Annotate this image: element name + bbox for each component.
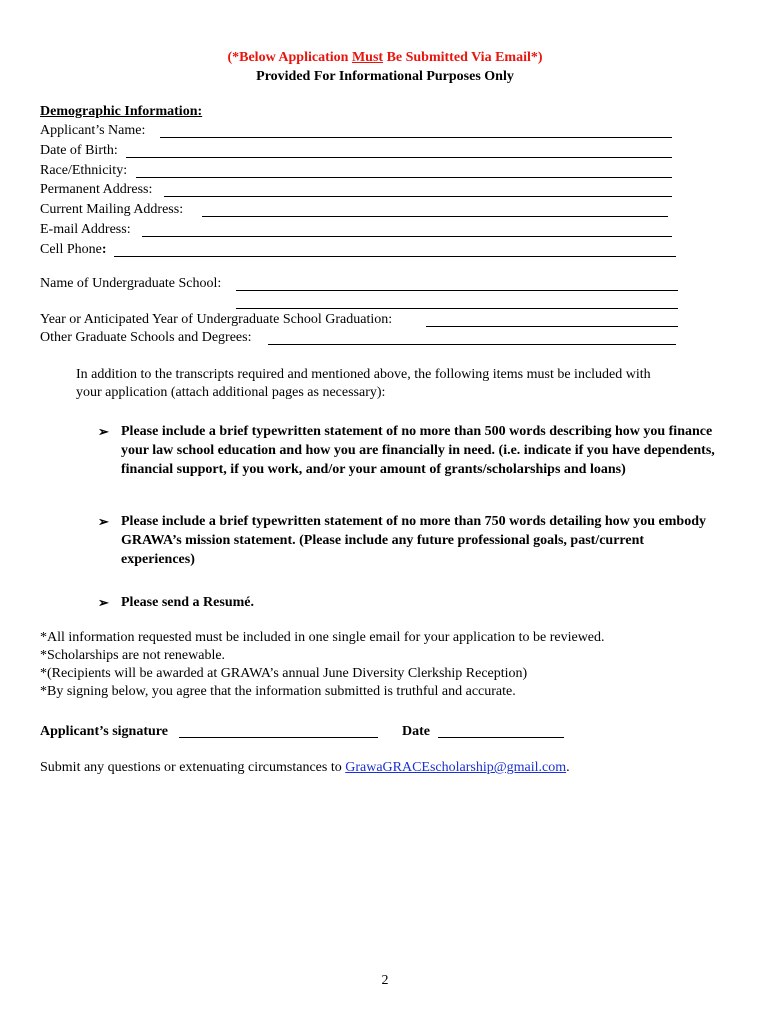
- contact-email-link[interactable]: GrawaGRACEscholarship@gmail.com: [345, 760, 567, 775]
- note-line: *All information requested must be included in one single email for your application to be reviewed.: [40, 630, 605, 645]
- arrow-bullet-icon: ➢: [98, 424, 109, 439]
- requirement-text: Please include a brief typewritten statement of no more than 750 words detailing how you embody GRAWA’s mission statement. (Please include any future professional goals, past/current experiences): [121, 514, 706, 567]
- name-field[interactable]: [40, 123, 672, 141]
- date-line[interactable]: [438, 737, 564, 738]
- signature-line[interactable]: [179, 737, 378, 738]
- note-line: *By signing below, you agree that the information submitted is truthful and accurate.: [40, 684, 516, 699]
- note-line: *Scholarships are not renewable.: [40, 648, 226, 663]
- instructions-intro-line-2: your application (attach additional pages as necessary):: [76, 385, 386, 400]
- grad-year-field[interactable]: [40, 312, 672, 330]
- mailing-address-line[interactable]: [202, 216, 668, 217]
- notice-post: Be Submitted Via Email*): [383, 50, 543, 65]
- requirement-item: [98, 512, 718, 569]
- undergrad-school-line[interactable]: [236, 290, 678, 291]
- arrow-bullet-icon: ➢: [98, 514, 109, 529]
- informational-subtitle: Provided For Informational Purposes Only: [256, 69, 514, 84]
- dob-field[interactable]: [40, 143, 672, 161]
- grad-year-label: Year or Anticipated Year of Undergraduate School Graduation:: [40, 312, 393, 327]
- mailing-address-field[interactable]: [40, 202, 672, 220]
- page-number: 2: [381, 973, 389, 988]
- undergrad-school-line-2[interactable]: [236, 308, 678, 309]
- cell-phone-label: Cell Phone: [40, 242, 102, 257]
- email-field[interactable]: [40, 222, 672, 240]
- other-schools-line[interactable]: [268, 344, 676, 345]
- undergrad-school-label: Name of Undergraduate School:: [40, 276, 222, 291]
- requirement-item: [98, 593, 718, 612]
- cell-phone-colon: :: [101, 242, 107, 257]
- contact-text: Submit any questions or extenuating circumstances to: [40, 760, 346, 775]
- name-line[interactable]: [160, 137, 672, 138]
- requirement-text: Please include a brief typewritten statement of no more than 500 words describing how you finance your law school education and how you are financially in need. (i.e. indicate if you have dependents, financial support, if you work, and/or your amount of grants/scholarships and loans): [121, 424, 715, 477]
- email-line[interactable]: [142, 236, 672, 237]
- other-schools-field[interactable]: [40, 330, 672, 348]
- cell-phone-label-wrap: [40, 242, 107, 258]
- cell-phone-line[interactable]: [114, 256, 676, 257]
- dob-line[interactable]: [126, 157, 672, 158]
- permanent-address-field[interactable]: [40, 182, 672, 200]
- permanent-address-line[interactable]: [164, 196, 672, 197]
- note-line: *(Recipients will be awarded at GRAWA’s annual June Diversity Clerkship Reception): [40, 666, 528, 681]
- race-line[interactable]: [136, 177, 672, 178]
- requirement-item: [98, 422, 718, 479]
- notice-must: Must: [351, 50, 384, 65]
- contact-trailing: .: [566, 760, 570, 775]
- other-schools-label: Other Graduate Schools and Degrees:: [40, 330, 252, 345]
- demographic-heading: Demographic Information:: [40, 104, 203, 119]
- name-label: Applicant’s Name:: [40, 123, 146, 138]
- contact-line: [40, 760, 570, 776]
- requirement-text: Please send a Resumé.: [121, 595, 254, 610]
- date-label: Date: [402, 724, 430, 739]
- dob-label: Date of Birth:: [40, 143, 118, 158]
- race-field[interactable]: [40, 163, 672, 181]
- cell-phone-field[interactable]: [40, 242, 672, 260]
- submission-notice: [0, 50, 770, 66]
- email-label: E-mail Address:: [40, 222, 131, 237]
- permanent-address-label: Permanent Address:: [40, 182, 153, 197]
- signature-label: Applicant’s signature: [40, 724, 168, 739]
- grad-year-line[interactable]: [426, 326, 678, 327]
- arrow-bullet-icon: ➢: [98, 595, 109, 610]
- undergrad-school-field[interactable]: [40, 276, 672, 294]
- mailing-address-label: Current Mailing Address:: [40, 202, 184, 217]
- instructions-intro-line-1: In addition to the transcripts required and mentioned above, the following items must be included with: [76, 367, 651, 382]
- notice-pre: (*Below Application: [227, 50, 352, 65]
- race-label: Race/Ethnicity:: [40, 163, 128, 178]
